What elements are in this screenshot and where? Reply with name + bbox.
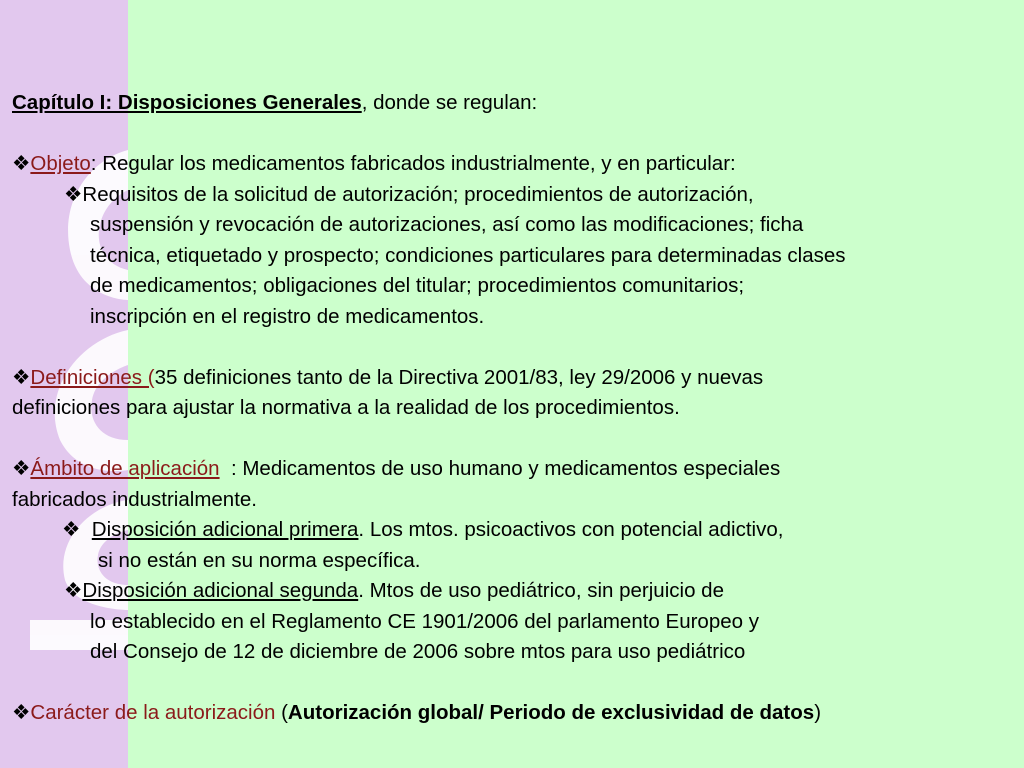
segunda-text: . Mtos de uso pediátrico, sin perjuicio de	[358, 579, 724, 602]
primera-text: . Los mtos. psicoactivos con potencial adictivo,	[358, 518, 784, 541]
diamond-bullet-icon: ❖	[64, 579, 83, 602]
chapter-title: Capítulo I: Disposiciones Generales	[12, 91, 362, 114]
caracter-line	[12, 698, 1024, 729]
caracter-bold-text: Autorización global/ Periodo de exclusividad de datos	[287, 701, 815, 724]
definiciones-text: 35 definiciones tanto de la Directiva 2001/83, ley 29/2006 y nuevas	[154, 365, 764, 389]
objeto-sub-line-4	[12, 271, 1024, 302]
definiciones-text-2: definiciones para ajustar la normativa a la realidad de los procedimientos.	[12, 396, 680, 419]
objeto-link[interactable]: Objeto	[30, 152, 91, 175]
objeto-sub-line-1	[12, 180, 1024, 211]
caracter-link[interactable]: Carácter de la autorización	[30, 701, 276, 724]
objeto-sub-line-3	[12, 241, 1024, 272]
diamond-bullet-icon: ❖	[12, 365, 31, 389]
primera-text-2: si no están en su norma específica.	[98, 548, 421, 572]
objeto-sub-line-5	[12, 302, 1024, 333]
segunda-line-2	[12, 607, 1024, 638]
primera-line-2	[12, 546, 1024, 577]
segunda-line	[12, 576, 1024, 607]
diamond-bullet-icon: ❖	[12, 152, 31, 175]
objeto-line	[12, 149, 1024, 180]
slide-content	[12, 88, 1024, 729]
segunda-link[interactable]: Disposición adicional segunda	[82, 579, 359, 602]
segunda-line-3	[12, 637, 1024, 668]
ambito-link[interactable]: Ámbito de aplicación	[30, 457, 220, 480]
diamond-bullet-icon: ❖	[12, 701, 31, 724]
segunda-text-2: lo establecido en el Reglamento CE 1901/2006 del parlamento Europeo y	[90, 609, 759, 633]
diamond-bullet-icon: ❖	[12, 457, 31, 480]
segunda-text-3: del Consejo de 12 de diciembre de 2006 sobre mtos para uso pediátrico	[90, 640, 746, 663]
ambito-text: : Medicamentos de uso humano y medicamentos especiales	[219, 457, 781, 480]
objeto-sub-text: inscripción en el registro de medicamentos.	[90, 304, 485, 328]
diamond-bullet-icon: ❖	[62, 518, 81, 541]
objeto-sub-text: Requisitos de la solicitud de autorización; procedimientos de autorización,	[82, 182, 754, 206]
primera-link[interactable]: Disposición adicional primera	[91, 518, 359, 541]
objeto-sub-text: suspensión y revocación de autorizaciones, así como las modificaciones; ficha	[90, 213, 804, 236]
ambito-text-2: fabricados industrialmente.	[12, 487, 257, 511]
chapter-title-suffix: , donde se regulan:	[361, 91, 538, 114]
definiciones-line-2	[12, 393, 1024, 424]
objeto-sub-line-2	[12, 210, 1024, 241]
primera-line	[12, 515, 1024, 546]
ambito-line-2	[12, 485, 1024, 516]
ambito-line	[12, 454, 1024, 485]
diamond-bullet-icon: ❖	[64, 182, 83, 206]
heading-line	[12, 88, 1024, 119]
objeto-sub-text: técnica, etiquetado y prospecto; condiciones particulares para determinadas clases	[90, 243, 846, 267]
caracter-open: (	[275, 701, 288, 724]
objeto-text: : Regular los medicamentos fabricados industrialmente, y en particular:	[90, 152, 736, 175]
definiciones-link[interactable]: Definiciones (	[30, 365, 155, 389]
definiciones-line	[12, 363, 1024, 394]
caracter-close: )	[814, 701, 822, 724]
objeto-sub-text: de medicamentos; obligaciones del titular; procedimientos comunitarios;	[90, 274, 745, 297]
